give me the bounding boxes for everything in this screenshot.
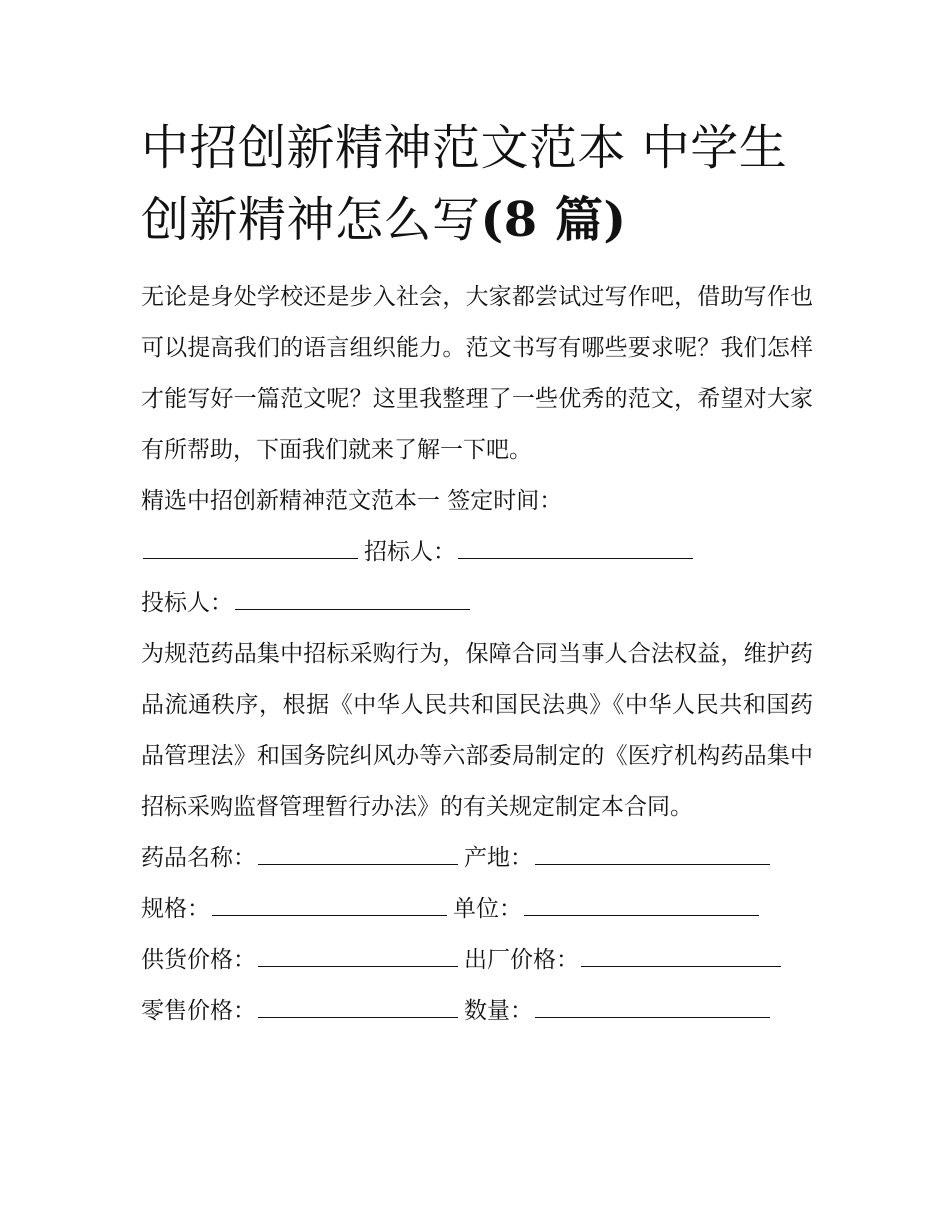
origin-blank bbox=[535, 846, 770, 865]
drug-name-label: 药品名称： bbox=[141, 845, 256, 871]
title-text: 中招创新精神范文范本 中学生创新精神怎么写 bbox=[141, 120, 788, 248]
bidder-blank bbox=[235, 591, 470, 610]
factory-price-label: 出厂价格： bbox=[464, 947, 579, 973]
intro-paragraph: 无论是身处学校还是步入社会，大家都尝试过写作吧，借助写作也可以提高我们的语言组织能力。范文书写有哪些要求呢？我们怎样才能写好一篇范文呢？这里我整理了一些优秀的范文，希望对大家有所帮助，下面我们就来了解一下吧。 bbox=[141, 284, 813, 463]
quantity-blank bbox=[535, 999, 770, 1018]
signing-date-blank bbox=[143, 540, 358, 559]
drug-name-line bbox=[141, 833, 813, 884]
signing-tenderer-line bbox=[141, 527, 813, 578]
retail-price-label: 零售价格： bbox=[141, 998, 256, 1024]
spec-blank bbox=[212, 897, 447, 916]
spec-line bbox=[141, 884, 813, 935]
bidder-line bbox=[141, 578, 813, 629]
document-page bbox=[141, 112, 813, 1037]
title-count: (8 篇) bbox=[480, 192, 627, 248]
origin-label: 产地： bbox=[464, 845, 533, 871]
section-heading: 精选中招创新精神范文范本一 签定时间： bbox=[141, 488, 563, 514]
drug-name-blank bbox=[258, 846, 458, 865]
tenderer-blank bbox=[458, 540, 693, 559]
factory-price-blank bbox=[581, 948, 781, 967]
unit-label: 单位： bbox=[453, 896, 522, 922]
price-line bbox=[141, 935, 813, 986]
bidder-label: 投标人： bbox=[141, 590, 233, 616]
supply-price-label: 供货价格： bbox=[141, 947, 256, 973]
unit-blank bbox=[524, 897, 759, 916]
tenderer-label: 招标人： bbox=[364, 539, 456, 565]
document-title bbox=[141, 112, 813, 256]
spec-label: 规格： bbox=[141, 896, 210, 922]
quantity-label: 数量： bbox=[464, 998, 533, 1024]
retail-price-blank bbox=[258, 999, 458, 1018]
retail-line bbox=[141, 986, 813, 1037]
supply-price-blank bbox=[258, 948, 458, 967]
contract-body-paragraph: 为规范药品集中招标采购行为，保障合同当事人合法权益，维护药品流通秩序，根据《中华人民共和国民法典》《中华人民共和国药品管理法》和国务院纠风办等六部委局制定的《医疗机构药品集中招标采购监督管理暂行办法》的有关规定制定本合同。 bbox=[141, 641, 813, 820]
